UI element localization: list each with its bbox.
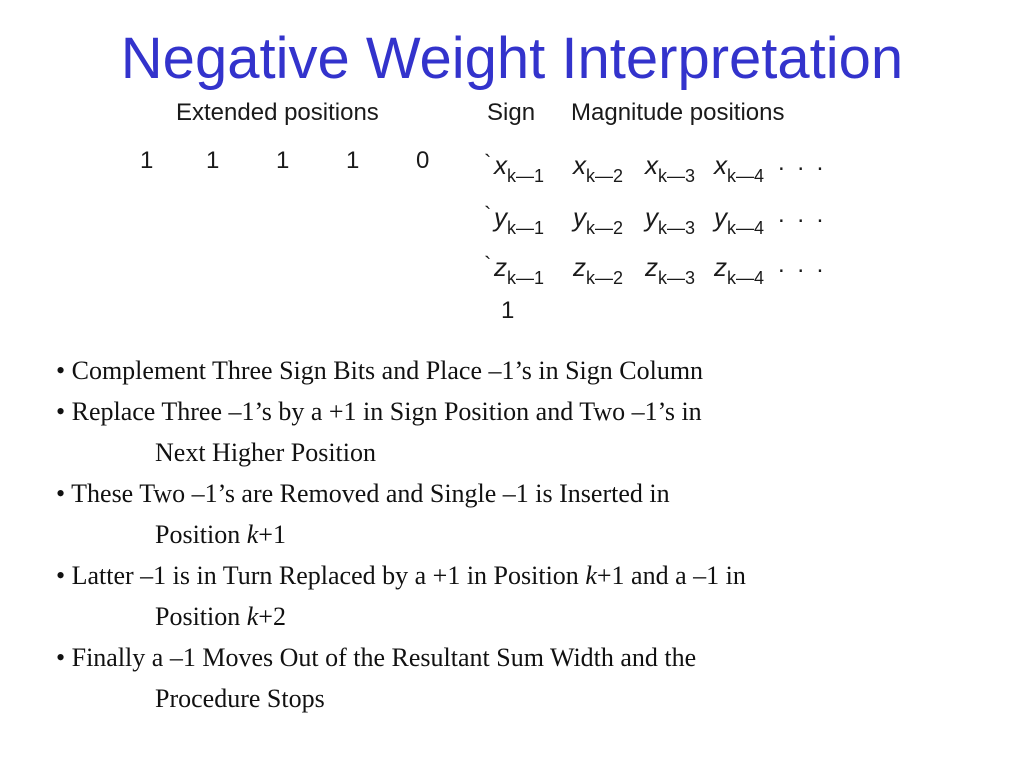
extended-bit: 1 — [346, 147, 360, 174]
subscript: k—1 — [507, 218, 545, 238]
bullet-item — [56, 391, 996, 473]
slide-title: Negative Weight Interpretation — [120, 26, 904, 91]
variable: y — [494, 202, 507, 232]
variable: y — [714, 202, 727, 232]
bullet-marker: • — [56, 643, 72, 672]
bullet-continuation: Next Higher Position — [155, 438, 376, 467]
subscript: k—4 — [727, 166, 765, 186]
extended-bit: 1 — [140, 147, 154, 174]
subscript: k—2 — [586, 268, 624, 288]
bullet-marker: • — [56, 397, 72, 426]
bullet-text: These Two –1’s are Removed and Single –1 is Inserted in — [71, 479, 670, 508]
subscript: k—3 — [658, 166, 696, 186]
magnitude-bit-x — [573, 150, 624, 186]
subscript: k—4 — [727, 268, 765, 288]
bullet-text: Finally a –1 Moves Out of the Resultant Sum Width and the — [71, 643, 697, 672]
variable: z — [573, 252, 586, 282]
variable: z — [645, 252, 658, 282]
variable: x — [714, 150, 727, 180]
variable: z — [494, 252, 507, 282]
bullet-marker: • — [56, 561, 72, 590]
bullet-item — [56, 473, 996, 555]
extended-bit: 1 — [206, 147, 220, 174]
complement-mark: ` — [484, 150, 492, 175]
bullet-text: Latter –1 is in Turn Replaced by a +1 in Position — [71, 561, 586, 590]
sign-bit-x — [494, 150, 545, 186]
subscript: k—2 — [586, 166, 624, 186]
bullet-item — [56, 637, 996, 719]
subscript: k—1 — [507, 166, 545, 186]
bullet-item — [56, 555, 996, 637]
bullet-text: +1 and a –1 in — [596, 561, 746, 590]
ellipsis: . . . — [778, 201, 827, 228]
bullet-item — [56, 350, 996, 391]
subscript: k—2 — [586, 218, 624, 238]
position-variable: k — [585, 561, 597, 590]
header-magnitude-positions: Magnitude positions — [571, 99, 785, 126]
magnitude-bit-z — [714, 252, 765, 288]
header-sign: Sign — [487, 99, 536, 126]
bullet-continuation — [56, 596, 996, 637]
sign-bit-z — [494, 252, 545, 288]
ellipsis: . . . — [778, 251, 827, 278]
header-extended-positions: Extended positions — [176, 99, 379, 126]
magnitude-bit-x — [714, 150, 765, 186]
position-variable: k — [246, 602, 259, 631]
bullet-text: Position — [155, 602, 247, 631]
variable: y — [645, 202, 658, 232]
subscript: k—3 — [658, 268, 696, 288]
bullet-text: Replace Three –1’s by a +1 in Sign Position and Two –1’s in — [71, 397, 702, 426]
variable: x — [494, 150, 507, 180]
bullet-continuation: Procedure Stops — [155, 684, 325, 713]
magnitude-bit-z — [573, 252, 624, 288]
sign-bit-y — [494, 202, 545, 238]
complement-mark: ` — [484, 202, 492, 227]
variable: x — [645, 150, 658, 180]
variable: y — [573, 202, 586, 232]
extended-bit: 1 — [276, 147, 290, 174]
bullet-continuation — [56, 514, 996, 555]
bullet-text: +2 — [258, 602, 286, 631]
variable: z — [714, 252, 727, 282]
subscript: k—3 — [658, 218, 696, 238]
variable: x — [573, 150, 586, 180]
bullet-text: Complement Three Sign Bits and Place –1’s in Sign Column — [71, 356, 704, 385]
magnitude-bit-y — [714, 202, 765, 238]
carry-one: 1 — [501, 297, 515, 324]
extended-bit: 0 — [416, 147, 430, 174]
complement-mark: ` — [484, 252, 492, 277]
magnitude-bit-x — [645, 150, 696, 186]
magnitude-bit-y — [573, 202, 624, 238]
bullet-marker: • — [56, 356, 72, 385]
ellipsis: . . . — [778, 149, 827, 176]
magnitude-bit-y — [645, 202, 696, 238]
subscript: k—4 — [727, 218, 765, 238]
position-variable: k — [246, 520, 259, 549]
bullet-list — [56, 350, 996, 719]
bullet-marker: • — [56, 479, 72, 508]
bullet-text: +1 — [258, 520, 286, 549]
subscript: k—1 — [507, 268, 545, 288]
magnitude-bit-z — [645, 252, 696, 288]
bullet-text: Position — [155, 520, 247, 549]
